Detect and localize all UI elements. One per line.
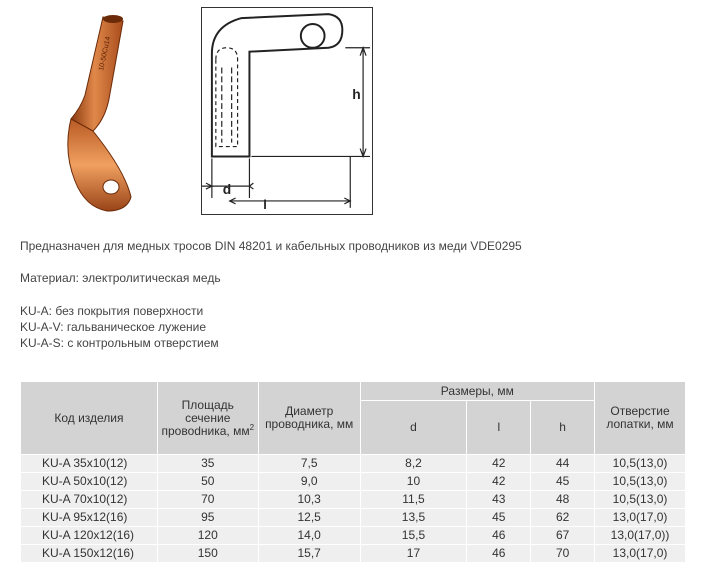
cell-d: 10 <box>360 473 467 491</box>
cell-d: 15,5 <box>360 527 467 545</box>
table-row <box>21 527 686 545</box>
cell-d: 13,5 <box>360 509 467 527</box>
header-d: d <box>360 401 467 455</box>
material-value: электролитическая медь <box>78 271 221 285</box>
label-d: d <box>222 181 232 198</box>
cell-hole: 10,5(13,0) <box>595 455 686 473</box>
cell-area: 150 <box>157 545 258 563</box>
cell-hole: 13,0(17,0)) <box>595 527 686 545</box>
cell-h: 45 <box>531 473 595 491</box>
cell-d: 8,2 <box>360 455 467 473</box>
variant-line <box>20 336 219 350</box>
cell-l: 42 <box>467 473 531 491</box>
cell-l: 42 <box>467 455 531 473</box>
material-line <box>20 271 221 285</box>
cell-l: 43 <box>467 491 531 509</box>
variant-key: KU-A: <box>20 304 53 318</box>
technical-drawing <box>201 7 373 215</box>
cell-area: 35 <box>157 455 258 473</box>
header-diameter: Диаметр проводника, мм <box>258 382 360 455</box>
cell-hole: 10,5(13,0) <box>595 473 686 491</box>
cell-diameter: 14,0 <box>258 527 360 545</box>
cell-area: 50 <box>157 473 258 491</box>
cell-hole: 10,5(13,0) <box>595 491 686 509</box>
cell-code: KU-A 70x10(12) <box>21 491 158 509</box>
cell-diameter: 15,7 <box>258 545 360 563</box>
cell-h: 48 <box>531 491 595 509</box>
cell-area: 70 <box>157 491 258 509</box>
cell-h: 70 <box>531 545 595 563</box>
lug-marking: 10-50Cu14 <box>98 36 113 72</box>
variant-line <box>20 304 203 318</box>
intro-text: Предназначен для медных тросов DIN 48201 и кабельных проводников из меди VDE0295 <box>20 239 522 253</box>
variant-key: KU-A-V: <box>20 320 64 334</box>
cell-code: KU-A 35x10(12) <box>21 455 158 473</box>
cell-diameter: 9,0 <box>258 473 360 491</box>
cell-code: KU-A 150x12(16) <box>21 545 158 563</box>
cell-diameter: 10,3 <box>258 491 360 509</box>
variant-key: KU-A-S: <box>20 336 65 350</box>
cell-d: 17 <box>360 545 467 563</box>
header-area: Площадь сечение провоdника, $мм^2$ <box>157 382 258 455</box>
header-area-sup: 2 <box>249 422 255 432</box>
variant-value: с контрольным отверстием <box>64 336 219 350</box>
header-hole: Отверстие лопатки, мм <box>595 382 686 455</box>
cell-code: KU-A 120x12(16) <box>21 527 158 545</box>
table-row <box>21 491 686 509</box>
cell-l: 46 <box>467 527 531 545</box>
variant-value: без покрытия поверхности <box>52 304 204 318</box>
cell-area: 95 <box>157 509 258 527</box>
cell-d: 11,5 <box>360 491 467 509</box>
label-h: h <box>352 86 361 103</box>
cell-code: KU-A 95x12(16) <box>21 509 158 527</box>
header-code: Код изделия <box>21 382 158 455</box>
variant-value: гальваническое лужение <box>63 320 207 334</box>
cell-l: 46 <box>467 545 531 563</box>
product-photo <box>45 11 151 215</box>
label-l: l <box>263 196 267 212</box>
material-key: Материал: <box>20 271 79 285</box>
specs-table <box>20 381 686 563</box>
cell-area: 120 <box>157 527 258 545</box>
cell-diameter: 12,5 <box>258 509 360 527</box>
cell-hole: 13,0(17,0) <box>595 545 686 563</box>
cell-code: KU-A 50x10(12) <box>21 473 158 491</box>
header-l: l <box>467 401 531 455</box>
cell-h: 67 <box>531 527 595 545</box>
cell-h: 44 <box>531 455 595 473</box>
table-row <box>21 473 686 491</box>
cell-l: 45 <box>467 509 531 527</box>
table-row <box>21 509 686 527</box>
variant-line <box>20 320 206 334</box>
cell-diameter: 7,5 <box>258 455 360 473</box>
table-row <box>21 455 686 473</box>
header-dims: Размеры, мм <box>360 382 594 401</box>
header-h: h <box>531 401 595 455</box>
cell-h: 62 <box>531 509 595 527</box>
cell-hole: 13,0(17,0) <box>595 509 686 527</box>
table-row <box>21 545 686 563</box>
